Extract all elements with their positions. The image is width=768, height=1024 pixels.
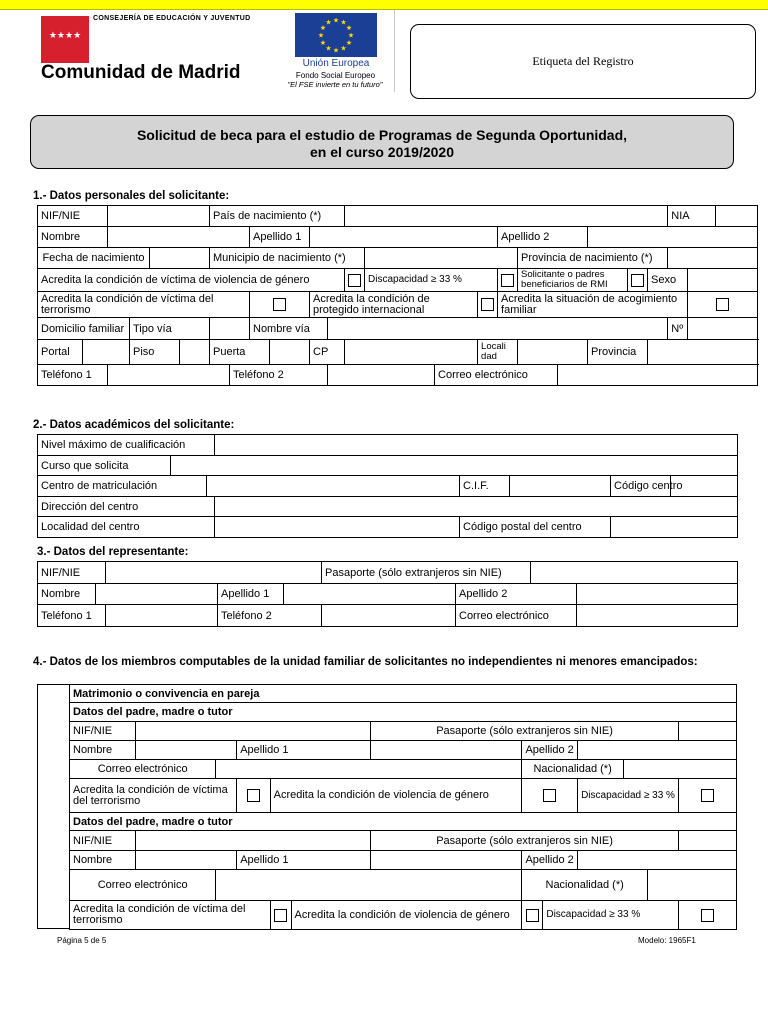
apellido2-label: Apellido 2 (498, 227, 588, 248)
rmi-label: Solicitante o padres beneficiarios de RMI (518, 269, 628, 292)
registro-label-box: Etiqueta del Registro (410, 24, 756, 99)
curso-input[interactable] (171, 456, 738, 476)
codigo-label: Código centro (611, 476, 671, 497)
violencia-checkbox-cell[interactable] (345, 269, 365, 292)
pais-input[interactable] (345, 206, 668, 227)
telefono1-label: Teléfono 1 (38, 365, 108, 386)
provincia-nac-input[interactable] (668, 248, 758, 269)
comunidad-madrid-flag-logo (41, 16, 89, 63)
padre1-nombre-input[interactable] (135, 741, 236, 760)
puerta-label: Puerta (210, 340, 270, 365)
padre2-nif-input[interactable] (135, 831, 370, 851)
nombre-via-label: Nombre vía (250, 318, 328, 340)
section-4-title: 4.- Datos de los miembros computables de la unidad familiar de solicitantes no independientes ni menores emancipados: (33, 656, 698, 668)
eu-star-icon: ★ (319, 40, 327, 47)
padre2-nombre-label: Nombre (70, 851, 136, 870)
padre2-apellido2-label: Apellido 2 (522, 851, 577, 870)
piso-input[interactable] (180, 340, 210, 365)
section-3-table (37, 561, 738, 627)
violencia-checkbox[interactable] (348, 274, 361, 287)
eu-name: Unión Europea (302, 58, 370, 69)
eu-star-icon: ★ (332, 17, 340, 25)
rep-apellido1-label: Apellido 1 (218, 584, 284, 605)
violencia-label: Acredita la condición de víctima de violencia de género (38, 269, 345, 292)
padre1-violencia-checkbox-cell[interactable] (522, 779, 577, 813)
rep-pasaporte-label: Pasaporte (sólo extranjeros sin NIE) (322, 562, 531, 584)
terrorismo-checkbox-cell[interactable] (250, 292, 310, 318)
portal-input[interactable] (83, 340, 130, 365)
padre1-nacionalidad-input[interactable] (623, 760, 736, 779)
nif-label: NIF/NIE (38, 206, 108, 227)
eu-star-icon: ★ (340, 19, 347, 27)
model-number: Modelo: 1965F1 (638, 936, 696, 945)
padre1-violencia-checkbox[interactable] (543, 789, 556, 802)
padre1-heading: Datos del padre, madre o tutor (70, 703, 737, 722)
padre1-terrorismo-checkbox[interactable] (247, 789, 260, 802)
section-1-table (37, 205, 758, 386)
section-2-title: 2.- Datos académicos del solicitante: (33, 419, 235, 431)
padre2-violencia-label: Acredita la condición de violencia de género (291, 901, 522, 930)
padre1-discapacidad-checkbox-cell[interactable] (679, 779, 737, 813)
padre2-apellido1-label: Apellido 1 (237, 851, 371, 870)
postal-input[interactable] (611, 517, 738, 538)
direccion-label: Dirección del centro (38, 497, 215, 517)
acogimiento-checkbox-cell[interactable] (688, 292, 758, 318)
padre2-discapacidad-checkbox-cell[interactable] (679, 901, 737, 930)
padre1-apellido2-input[interactable] (577, 741, 736, 760)
telefono2-input[interactable] (328, 365, 435, 386)
padre1-violencia-label: Acredita la condición de violencia de género (270, 779, 522, 813)
apellido1-label: Apellido 1 (250, 227, 310, 248)
cif-label: C.I.F. (460, 476, 510, 497)
eu-lema: "El FSE invierte en tu futuro" (287, 80, 383, 89)
eu-star-icon: ★ (325, 19, 332, 27)
centro-input[interactable] (207, 476, 460, 497)
fecha-label: Fecha de nacimiento (38, 248, 150, 269)
rep-apellido2-input[interactable] (577, 584, 738, 605)
rep-telefono2-label: Teléfono 2 (218, 605, 322, 627)
padre2-terrorismo-checkbox[interactable] (274, 909, 287, 922)
portal-label: Portal (38, 340, 83, 365)
padre1-nacionalidad-label: Nacionalidad (*) (522, 760, 623, 779)
form-title-line2: en el curso 2019/2020 (310, 144, 454, 160)
padre2-correo-input[interactable] (216, 870, 522, 901)
nombre-label: Nombre (38, 227, 108, 248)
header-divider (394, 10, 395, 92)
page-number: Página 5 de 5 (57, 936, 107, 945)
section-4-side-column (37, 684, 70, 929)
padre2-nacionalidad-label: Nacionalidad (*) (522, 870, 647, 901)
padre2-pasaporte-label: Pasaporte (sólo extranjeros sin NIE) (370, 831, 678, 851)
rep-nif-label: NIF/NIE (38, 562, 106, 584)
provincia-input[interactable] (648, 340, 758, 365)
eu-star-icon: ★ (347, 32, 355, 40)
padre1-terrorismo-checkbox-cell[interactable] (237, 779, 270, 813)
cif-input[interactable] (510, 476, 611, 497)
rep-apellido2-label: Apellido 2 (456, 584, 577, 605)
rmi-checkbox-cell[interactable] (628, 269, 648, 292)
telefono2-label: Teléfono 2 (230, 365, 328, 386)
tipo-via-label: Tipo vía (130, 318, 210, 340)
correo-input[interactable] (558, 365, 758, 386)
fecha-input[interactable] (150, 248, 210, 269)
form-title-line1: Solicitud de beca para el estudio de Programas de Segunda Oportunidad, (136, 127, 628, 143)
eu-star-icon: ★ (345, 25, 353, 32)
padre1-discapacidad-checkbox[interactable] (701, 789, 714, 802)
padre2-terrorismo-label: Acredita la condición de víctima del terrorismo (70, 901, 271, 930)
telefono1-input[interactable] (108, 365, 230, 386)
municipio-input[interactable] (365, 248, 518, 269)
numero-label: Nº (668, 318, 688, 340)
padre1-correo-label: Correo electrónico (70, 760, 216, 779)
padre2-apellido2-input[interactable] (577, 851, 736, 870)
padre2-heading: Datos del padre, madre o tutor (70, 813, 737, 831)
padre2-apellido1-input[interactable] (370, 851, 522, 870)
provincia-label: Provincia (588, 340, 648, 365)
nia-label: NIA (668, 206, 716, 227)
nif-input[interactable] (108, 206, 210, 227)
eu-flag-logo (295, 13, 377, 57)
piso-label: Piso (130, 340, 180, 365)
acogimiento-checkbox[interactable] (716, 298, 729, 311)
rep-nombre-input[interactable] (96, 584, 218, 605)
form-title (30, 115, 734, 169)
correo-label: Correo electrónico (435, 365, 558, 386)
nombre-via-input[interactable] (328, 318, 668, 340)
top-yellow-bar (0, 0, 768, 10)
padre1-apellido1-label: Apellido 1 (237, 741, 371, 760)
padre2-nacionalidad-input[interactable] (647, 870, 736, 901)
curso-label: Curso que solicita (38, 456, 171, 476)
acogimiento-label: Acredita la situación de acogimiento familiar (498, 292, 688, 318)
section-2-table (37, 434, 738, 538)
nombre-input[interactable] (108, 227, 250, 248)
protegido-checkbox[interactable] (481, 298, 494, 311)
rep-apellido1-input[interactable] (284, 584, 456, 605)
sexo-input[interactable] (688, 269, 758, 292)
nia-input[interactable] (716, 206, 758, 227)
comunidad-title: Comunidad de Madrid (41, 62, 241, 83)
protegido-checkbox-cell[interactable] (478, 292, 498, 318)
localidad-centro-input[interactable] (215, 517, 460, 538)
terrorismo-label: Acredita la condición de víctima del terrorismo (38, 292, 250, 318)
nivel-label: Nivel máximo de cualificación (38, 435, 215, 456)
sexo-label: Sexo (648, 269, 688, 292)
cp-label: CP (310, 340, 345, 365)
section-3-title: 3.- Datos del representante: (37, 546, 189, 558)
padre2-discapacidad-checkbox[interactable] (701, 909, 714, 922)
rep-pasaporte-input[interactable] (531, 562, 738, 584)
localidad-label: Locali dad (478, 340, 518, 365)
padre2-pasaporte-input[interactable] (679, 831, 737, 851)
numero-input[interactable] (688, 318, 758, 340)
rep-nombre-label: Nombre (38, 584, 96, 605)
section-4-table (69, 684, 737, 930)
padre1-nif-label: NIF/NIE (70, 722, 136, 741)
padre1-terrorismo-label: Acredita la condición de víctima del terrorismo (70, 779, 237, 813)
tipo-via-input[interactable] (210, 318, 250, 340)
padre2-nombre-input[interactable] (135, 851, 236, 870)
nivel-input[interactable] (215, 435, 738, 456)
padre2-violencia-checkbox[interactable] (526, 909, 539, 922)
padre1-nombre-label: Nombre (70, 741, 136, 760)
eu-star-icon: ★ (325, 45, 332, 53)
puerta-input[interactable] (270, 340, 310, 365)
rmi-checkbox[interactable] (631, 274, 644, 287)
eu-star-icon: ★ (340, 45, 347, 53)
section-1-title: 1.- Datos personales del solicitante: (33, 190, 230, 202)
centro-label: Centro de matriculación (38, 476, 207, 497)
rep-telefono2-input[interactable] (322, 605, 456, 627)
provincia-nac-label: Provincia de nacimiento (*) (518, 248, 668, 269)
localidad-centro-label: Localidad del centro (38, 517, 215, 538)
madrid-stars: ★★★★ (48, 30, 82, 40)
matrimonio-heading: Matrimonio o convivencia en pareja (70, 685, 737, 703)
eu-star-icon: ★ (332, 47, 340, 55)
protegido-label: Acredita la condición de protegido internacional (310, 292, 478, 318)
cp-input[interactable] (345, 340, 478, 365)
padre1-discapacidad-label: Discapacidad ≥ 33 % (577, 779, 678, 813)
direccion-input[interactable] (215, 497, 738, 517)
apellido2-input[interactable] (588, 227, 758, 248)
padre2-nif-label: NIF/NIE (70, 831, 136, 851)
rep-telefono1-input[interactable] (106, 605, 218, 627)
consejeria-label: CONSEJERÍA DE EDUCACIÓN Y JUVENTUD (93, 15, 251, 22)
eu-star-icon: ★ (319, 25, 327, 32)
padre1-apellido2-label: Apellido 2 (522, 741, 577, 760)
rep-correo-label: Correo electrónico (456, 605, 577, 627)
discapacidad-label: Discapacidad ≥ 33 % (365, 269, 498, 292)
padre1-pasaporte-label: Pasaporte (sólo extranjeros sin NIE) (370, 722, 678, 741)
rep-telefono1-label: Teléfono 1 (38, 605, 106, 627)
apellido1-input[interactable] (310, 227, 498, 248)
pais-label: País de nacimiento (*) (210, 206, 345, 227)
postal-label: Código postal del centro (460, 517, 611, 538)
padre1-apellido1-input[interactable] (370, 741, 522, 760)
padre1-correo-input[interactable] (216, 760, 522, 779)
eu-star-icon: ★ (317, 32, 325, 40)
domicilio-label: Domicilio familiar (38, 318, 130, 340)
municipio-label: Municipio de nacimiento (*) (210, 248, 365, 269)
discapacidad-checkbox[interactable] (501, 274, 514, 287)
eu-fondo: Fondo Social Europeo (295, 71, 376, 80)
rep-correo-input[interactable] (577, 605, 738, 627)
rep-nif-input[interactable] (106, 562, 322, 584)
padre1-pasaporte-input[interactable] (679, 722, 737, 741)
padre2-violencia-checkbox-cell[interactable] (522, 901, 543, 930)
eu-star-icon: ★ (345, 40, 353, 47)
terrorismo-checkbox[interactable] (273, 298, 286, 311)
localidad-input[interactable] (518, 340, 588, 365)
discapacidad-checkbox-cell[interactable] (498, 269, 518, 292)
padre1-nif-input[interactable] (135, 722, 370, 741)
padre2-terrorismo-checkbox-cell[interactable] (270, 901, 291, 930)
padre2-correo-label: Correo electrónico (70, 870, 216, 901)
padre2-discapacidad-label: Discapacidad ≥ 33 % (543, 901, 679, 930)
